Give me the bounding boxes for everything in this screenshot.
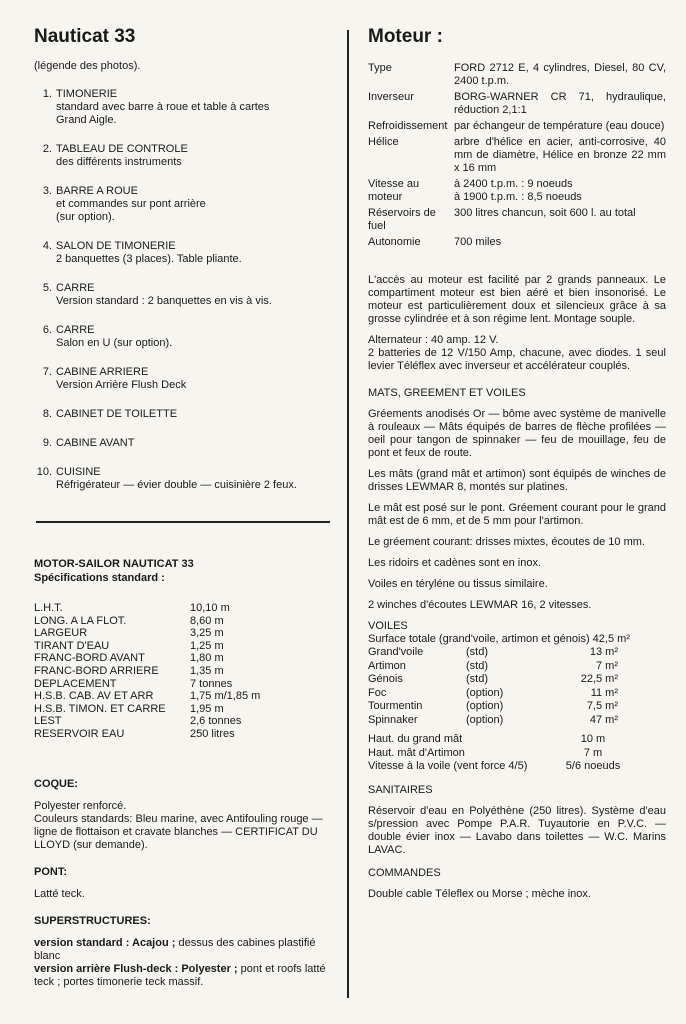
engine-row	[368, 207, 666, 236]
voile-name: Artimon	[368, 659, 406, 672]
p-winches: 2 winches d'écoutes LEWMAR 16, 2 vitesses.	[368, 599, 592, 611]
voile-opt: (std)	[466, 659, 488, 672]
legend-item	[34, 466, 334, 492]
hull-section	[34, 778, 332, 989]
legend-number: 1.	[42, 88, 52, 100]
spec-value: 250 litres	[190, 727, 235, 740]
p-commandes: Double cable Téleflex ou Morse ; mèche inox.	[368, 887, 591, 900]
engine-table	[368, 62, 666, 252]
p-ridoirs: Les ridoirs et cadènes sont en inox.	[368, 557, 542, 569]
voile-val: 47 m²	[589, 713, 618, 726]
engine-row	[368, 236, 666, 252]
engine-key: Inverseur	[368, 91, 414, 103]
spec-key: LEST	[34, 715, 62, 728]
legend-item	[34, 240, 334, 266]
pont-title: PONT:	[34, 866, 67, 878]
legend-number: 7.	[42, 366, 52, 378]
legend-name: TIMONERIE	[56, 88, 118, 100]
height-row	[368, 733, 628, 747]
coque-line-1: Polyester renforcé.	[34, 800, 127, 812]
legend-text	[56, 466, 334, 492]
p-greement: Gréements anodisés Or — bôme avec système de manivelle à rouleaux — Mâts équipés de barres de flèche profilées — oeil pour tangon de spinnaker — feu de mouillage, feu de pont et feux de route.	[368, 408, 666, 459]
height-row	[368, 760, 628, 774]
legend-name: BARRE A ROUE	[56, 185, 138, 197]
legend-name: CUISINE	[56, 466, 101, 478]
spec-table	[34, 602, 260, 741]
legend-text	[56, 88, 334, 127]
coque-title: COQUE:	[34, 778, 78, 790]
p-courant: Le gréement courant: drisses mixtes, écoutes de 10 mm.	[368, 536, 645, 548]
engine-key: Refroidissement	[368, 120, 448, 132]
engine-key: Vitesse au moteur	[368, 178, 420, 203]
spec-value: 1,95 m	[190, 702, 224, 715]
spec-value: 1,25 m	[190, 639, 224, 652]
legend-name: CABINET DE TOILETTE	[56, 408, 178, 420]
spec-row	[34, 627, 260, 640]
legend-desc: et commandes sur pont arrière	[56, 198, 206, 210]
spec-key: TIRANT D'EAU	[34, 639, 110, 652]
engine-key: Hélice	[368, 136, 399, 148]
legend-subtitle: (légende des photos).	[34, 60, 141, 72]
spec-value: 1,80 m	[190, 652, 224, 665]
voile-name: Foc	[368, 686, 387, 699]
legend-item	[34, 185, 334, 224]
legend-desc: Version standard : 2 banquettes en vis à vis.	[56, 295, 272, 307]
voile-name: Génois	[368, 673, 403, 685]
voile-opt: (std)	[466, 673, 488, 685]
voile-opt: (option)	[466, 713, 504, 726]
page-title: Nauticat 33	[34, 26, 136, 47]
engine-row	[368, 120, 666, 136]
coque-line-2: Couleurs standards: Bleu marine, avec Antifouling rouge — ligne de flottaison et cravate blanches — CERTIFICAT DU LLOYD (sur demande).	[34, 813, 323, 851]
legend-text	[56, 408, 334, 421]
legend-number: 10.	[36, 466, 52, 478]
voile-row	[368, 673, 618, 687]
height-value: 7 m	[583, 746, 603, 759]
legend-text	[56, 282, 334, 308]
engine-row	[368, 136, 666, 178]
super-title: SUPERSTRUCTURES:	[34, 915, 151, 927]
voile-row	[368, 700, 618, 714]
spec-value: 1,35 m	[190, 664, 224, 677]
super-line-1	[34, 937, 332, 963]
height-row	[368, 747, 628, 761]
engine-key: Autonomie	[368, 236, 421, 248]
p-alternator: Alternateur : 40 amp. 12 V. 2 batteries de 12 V/150 Amp, chacune, avec diodes. 1 seul levier Téléflex avec inverseur et accélérateur couplés.	[368, 334, 666, 372]
legend-desc: Salon en U (sur option).	[56, 337, 173, 349]
legend-desc: (sur option).	[56, 211, 115, 223]
legend-name: CARRE	[56, 282, 95, 294]
pont-text: Latté teck.	[34, 888, 85, 900]
legend-desc: Réfrigérateur — évier double — cuisinière 2 feux.	[56, 479, 297, 491]
voile-val: 7,5 m²	[586, 700, 618, 712]
voile-opt: (std)	[466, 646, 488, 658]
voile-name: Tourmentin	[368, 700, 423, 712]
voiles-table	[368, 646, 618, 727]
legend-number: 2.	[42, 143, 52, 155]
engine-key: Réservoirs de fuel	[368, 207, 436, 232]
spec-value: 2,6 tonnes	[190, 715, 242, 728]
legend-number: 4.	[42, 240, 52, 252]
super-line-2	[34, 963, 332, 989]
legend-desc: 2 banquettes (3 places). Table pliante.	[56, 253, 242, 265]
spec-title: MOTOR-SAILOR NAUTICAT 33	[34, 558, 194, 570]
legend-name: TABLEAU DE CONTROLE	[56, 143, 188, 155]
p-voiles-material: Voiles en téryléne ou tissus similaire.	[368, 578, 548, 590]
legend-name: CABINE ARRIERE	[56, 366, 149, 378]
spec-row	[34, 652, 260, 665]
column-divider	[347, 30, 349, 998]
super-2-rest: pont et roofs latté teck ; portes timonerie teck massif.	[34, 963, 326, 988]
left-column	[34, 26, 334, 508]
legend-item	[34, 408, 334, 421]
voile-row	[368, 687, 618, 701]
spec-key: LARGEUR	[34, 627, 88, 640]
commandes-title: COMMANDES	[368, 866, 441, 879]
height-key: Haut. mât d'Artimon	[368, 746, 465, 759]
spec-key: H.S.B. TIMON. ET CARRE	[34, 702, 166, 715]
spec-row	[34, 690, 260, 703]
voile-val: 22,5 m²	[580, 673, 618, 685]
spec-section	[34, 557, 334, 741]
section-rule	[36, 521, 330, 523]
legend-name: SALON DE TIMONERIE	[56, 240, 176, 252]
spec-row	[34, 715, 260, 728]
super-2-bold: version arrière Flush-deck : Polyester ;	[34, 963, 238, 975]
legend-list	[34, 88, 334, 492]
engine-value: arbre d'hélice en acier, anti-corrosive, 40 mm de diamètre, Hélice en bronze 22 mm x 16 mm	[454, 136, 666, 174]
legend-item	[34, 324, 334, 350]
engine-value: BORG-WARNER CR 71, hydraulique, réduction 2,1:1	[454, 91, 666, 116]
legend-number: 9.	[42, 437, 52, 449]
voiles-surface: Surface totale (grand'voile, artimon et génois) 42,5 m²	[368, 633, 630, 645]
mast-height-table	[368, 733, 628, 774]
legend-number: 3.	[42, 185, 52, 197]
height-value: 10 m	[580, 733, 606, 745]
legend-text	[56, 437, 334, 450]
spec-row	[34, 615, 260, 628]
super-1-bold: version standard : Acajou ;	[34, 937, 176, 949]
voile-row	[368, 646, 618, 660]
legend-text	[56, 324, 334, 350]
legend-name: CABINE AVANT	[56, 437, 135, 449]
spec-value: 10,10 m	[190, 602, 230, 614]
engine-row	[368, 91, 666, 120]
legend-item	[34, 366, 334, 392]
legend-number: 6.	[42, 324, 52, 336]
legend-item	[34, 88, 334, 127]
spec-value: 3,25 m	[190, 627, 224, 640]
legend-item	[34, 437, 334, 450]
spec-row	[34, 665, 260, 678]
spec-row	[34, 678, 260, 691]
voile-val: 7 m²	[596, 659, 618, 672]
spec-key: FRANC-BORD AVANT	[34, 652, 145, 665]
legend-desc: Grand Aigle.	[56, 114, 117, 126]
voile-row	[368, 660, 618, 674]
p-access: L'accès au moteur est facilité par 2 grands panneaux. Le compartiment moteur est bien aéré et bien insonorisé. Le moteur est particulièrement doux et silencieux grâce à sa grosse cylindrée et à son régime lent. Montage souple.	[368, 274, 666, 325]
legend-number: 5.	[42, 282, 52, 294]
engine-value: FORD 2712 E, 4 cylindres, Diesel, 80 CV, 2400 t.p.m.	[454, 62, 666, 87]
spec-key: L.H.T.	[34, 602, 63, 614]
voile-val: 11 m²	[590, 686, 618, 699]
voile-row	[368, 714, 618, 728]
spec-row	[34, 703, 260, 716]
p-sanitaires: Réservoir d'eau en Polyéthène (250 litres). Système d'eau s/pression avec Pompe P.A.R. Tuyautorie en P.V.C. — double évier inox — Lavabo dans toilettes — W.C. Marins LAVAC.	[368, 804, 666, 856]
height-value: 5/6 noeuds	[565, 760, 621, 772]
engine-value: 300 litres chancun, soit 600 l. au total	[454, 207, 636, 219]
spec-subtitle: Spécifications standard :	[34, 572, 165, 584]
voile-opt: (option)	[466, 686, 504, 699]
spec-key: DEPLACEMENT	[34, 677, 117, 690]
voile-name: Spinnaker	[368, 713, 418, 726]
engine-value: 700 miles	[454, 236, 502, 248]
legend-text	[56, 185, 334, 224]
voile-opt: (option)	[466, 700, 504, 712]
voile-val: 13 m²	[589, 646, 618, 658]
spec-row	[34, 602, 260, 615]
voiles-title: VOILES	[368, 620, 408, 632]
legend-text	[56, 143, 334, 169]
p-mats: Les mâts (grand mât et artimon) sont équipés de winches de drisses LEWMAR 8, montés sur platines.	[368, 468, 666, 493]
spec-row	[34, 728, 260, 741]
legend-text	[56, 366, 334, 392]
legend-number: 8.	[42, 408, 52, 420]
legend-desc: des différents instruments	[56, 156, 182, 168]
spec-value: 7 tonnes	[190, 677, 233, 690]
spec-value: 1,75 m/1,85 m	[190, 690, 261, 703]
legend-desc: standard avec barre à roue et table à cartes	[56, 101, 270, 113]
height-key: Vitesse à la voile (vent force 4/5)	[368, 760, 528, 772]
spec-value: 8,60 m	[190, 614, 224, 627]
legend-item	[34, 282, 334, 308]
spec-key: LONG. A LA FLOT.	[34, 614, 127, 627]
engine-value: à 2400 t.p.m. : 9 noeuds à 1900 t.p.m. : 8,5 noeuds	[454, 178, 582, 203]
super-1-rest: dessus des cabines plastifié blanc	[34, 937, 316, 962]
spec-key: FRANC-BORD ARRIERE	[34, 664, 159, 677]
spec-row	[34, 640, 260, 653]
spec-key: H.S.B. CAB. AV ET ARR	[34, 690, 154, 703]
engine-row	[368, 62, 666, 91]
legend-item	[34, 143, 334, 169]
engine-title: Moteur :	[368, 26, 443, 47]
legend-text	[56, 240, 334, 266]
voile-name: Grand'voile	[368, 646, 424, 658]
legend-desc: Version Arrière Flush Deck	[56, 379, 187, 391]
height-key: Haut. du grand mât	[368, 733, 463, 745]
right-column	[368, 26, 666, 909]
legend-name: CARRE	[56, 324, 95, 336]
engine-value: par échangeur de température (eau douce)	[454, 120, 665, 132]
sanitaires-title: SANITAIRES	[368, 783, 433, 796]
p-mat-pose: Le mât est posé sur le pont. Gréement courant pour le grand mât est de 6 mm, et de 5 mm pour l'artimon.	[368, 502, 666, 527]
mats-title: MATS, GREEMENT ET VOILES	[368, 387, 526, 399]
engine-key: Type	[368, 62, 392, 74]
spec-key: RESERVOIR EAU	[34, 727, 125, 740]
engine-row	[368, 178, 666, 207]
